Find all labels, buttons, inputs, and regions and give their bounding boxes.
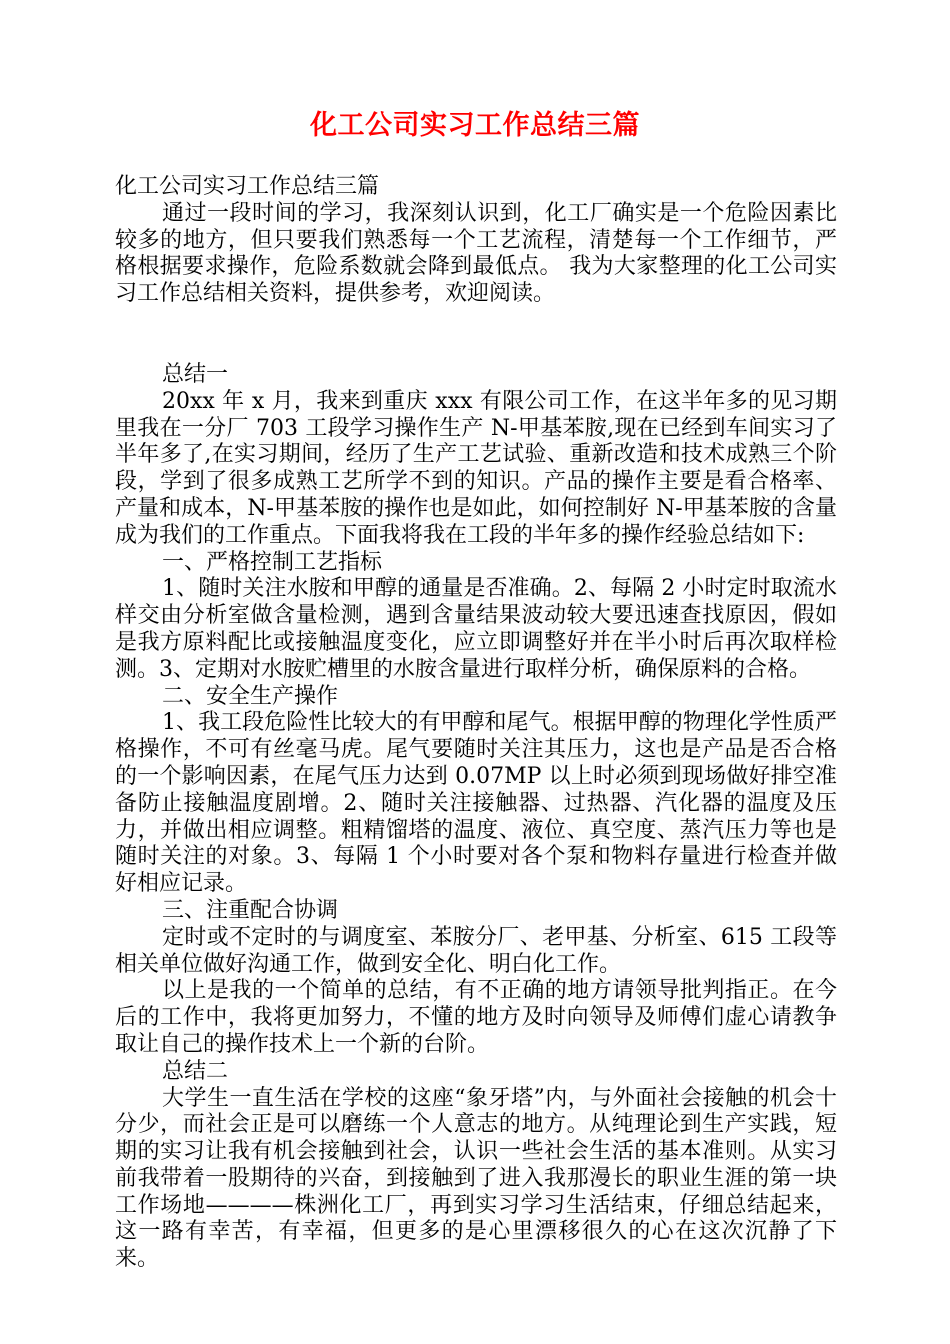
section-heading-2: 总结二 <box>162 1058 229 1084</box>
document-title: 化工公司实习工作总结三篇 <box>310 110 640 141</box>
section2-paragraph-1: 大学生一直生活在学校的这座“象牙塔”内，与外面社会接触的机会十分少，而社会正是可以磨练一个人意志的地方。从纯理论到生产实践，短期的实习让我有机会接触到社会，认识一些社会生活的基本准则。从实习前我带着一股期待的兴奋，到接触到了进入我那漫长的职业生涯的第一块工作场地————株洲化工厂，再到实习学习生活结束，仔细总结起来，这一路有幸苦，有幸福，但更多的是心里漂移很久的心在这次沉静了下来。 <box>115 1085 837 1272</box>
intro-paragraph: 通过一段时间的学习，我深刻认识到，化工厂确实是一个危险因素比较多的地方，但只要我们熟悉每一个工艺流程，清楚每一个工作细节，严格根据要求操作，危险系数就会降到最低点。 我为大家整理的化工公司实习工作总结相关资料，提供参考，欢迎阅读。 <box>115 200 837 307</box>
section1-paragraph-4: 定时或不定时的与调度室、苯胺分厂、老甲基、分析室、615 工段等相关单位做好沟通工作，做到安全化、明白化工作。 <box>115 924 837 977</box>
section1-paragraph-3: 1、我工段危险性比较大的有甲醇和尾气。根据甲醇的物理化学性质严格操作，不可有丝毫马虎。尾气要随时关注其压力，这也是产品是否合格的一个影响因素，在尾气压力达到 0.07MP 以上时必须到现场做好排空准备防止接触温度剧增。2、随时关注接触器、过热器、汽化器的温度及压力，并做出相应调整。粗精馏塔的温度、液位、真空度、蒸汽压力等也是随时关注的对象。3、每隔 1 个小时要对各个泵和物料存量进行检查并做好相应记录。 <box>115 710 837 897</box>
section-heading-1: 总结一 <box>162 361 229 387</box>
subtitle-line: 化工公司实习工作总结三篇 <box>115 174 380 199</box>
paragraph-gap <box>115 308 837 362</box>
document-body <box>115 174 837 1273</box>
section1-paragraph-1: 20xx 年 x 月，我来到重庆 xxx 有限公司工作，在这半年多的见习期里我在一分厂 703 工段学习操作生产 N-甲基苯胺,现在已经到车间实习了半年多了,在实习期间，经历了生产工艺试验、重新改造和技术成熟三个阶段，学到了很多成熟工艺所学不到的知识。产品的操作主要是看合格率、产量和成本，N-甲基苯胺的操作也是如此，如何控制好 N-甲基苯胺的含量成为我们的工作重点。下面我将我在工段的半年多的操作经验总结如下: <box>115 388 837 548</box>
section1-subheading-1: 一、严格控制工艺指标 <box>162 549 383 575</box>
section1-paragraph-5: 以上是我的一个简单的总结，有不正确的地方请领导批判指正。在今后的工作中，我将更加努力，不懂的地方及时向领导及师傅们虚心请教争取让自己的操作技术上一个新的台阶。 <box>115 978 837 1057</box>
section1-subheading-2: 二、安全生产操作 <box>162 683 339 709</box>
section1-paragraph-2: 1、随时关注水胺和甲醇的通量是否准确。2、每隔 2 小时定时取流水样交由分析室做含量检测，遇到含量结果波动较大要迅速查找原因，假如是我方原料配比或接触温度变化，应立即调整好并在半小时后再次取样检测。3、定期对水胺贮槽里的水胺含量进行取样分析，确保原料的合格。 <box>115 576 837 682</box>
section1-subheading-3: 三、注重配合协调 <box>162 897 339 923</box>
